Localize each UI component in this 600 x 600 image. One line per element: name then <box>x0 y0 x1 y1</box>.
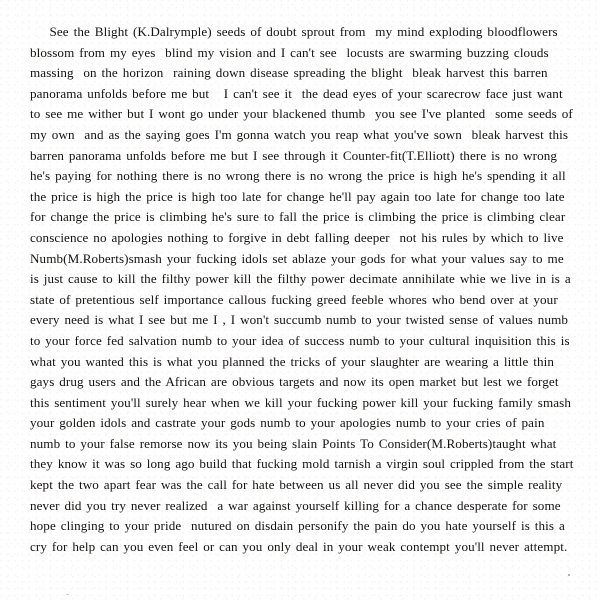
lyrics-text: See the Blight (K.Dalrymple) seeds of doubt sprout from my mind exploding bloodflowers blossom from my eyes blind my vision and I can't see locusts are swarming buzzing clouds massing on the horizon raining down disease spreading the blight bleak harvest this barren panorama unfolds before me but I can't see it the dead eyes of your scarecrow face just want to see me wither but I wont go under your blackened thumb you see I've planted some seeds of my own and as the saying goes I'm gonna watch you reap what you've sown bleak harvest this barren panorama unfolds before me but I see through it Counter-fit(T.Elliott) there is no wrong he's paying for nothing there is no wrong there is no wrong the price is high he's spending it all the price is high the price is high too late for change he'll pay again too late for change too late for change the price is climbing he's sure to fall the price is climbing the price is climbing clear conscience no apologies nothing to forgive in debt falling deeper not his rules by which to live Numb(M.Roberts)smash your fucking idols set ablaze your gods for what your values say to me is just cause to kill the filthy power kill the filthy power decimate annihilate whie we live in is a state of pretentious self importance callous fucking greed feeble whores who bend over at your every need is what I see but me I , I won't succumb numb to your twisted sense of values numb to your force fed salvation numb to your idea of success numb to your cultural inquisition this is what you wanted this is what you planned the tricks of your slaughter are wearing a little thin gays drug users and the African are obvious targets and now its open market but lest we forget this sentiment you'll surely hear when we kill your fucking power kill your fucking family smash your golden idols and castrate your gods numb to your apologies numb to your cries of pain numb to your false remorse now its you being slain Points To Consider(M.Roberts)taught what they know it was so long ago build that fucking mold tarnish a virgin soul crippled from the start kept the two apart fear was the call for hate between us all never did you see the simple reality never did you try never realized a war against yourself killing for a chance desperate for some hope clinging to your pride nutured on disdain personify the pain do you hate yourself is this a cry for help can you even feel or can you only deal in your weak contempt you'll never attempt. <box>30 24 579 554</box>
paper-speck <box>568 574 570 576</box>
paper-speck <box>66 594 69 595</box>
